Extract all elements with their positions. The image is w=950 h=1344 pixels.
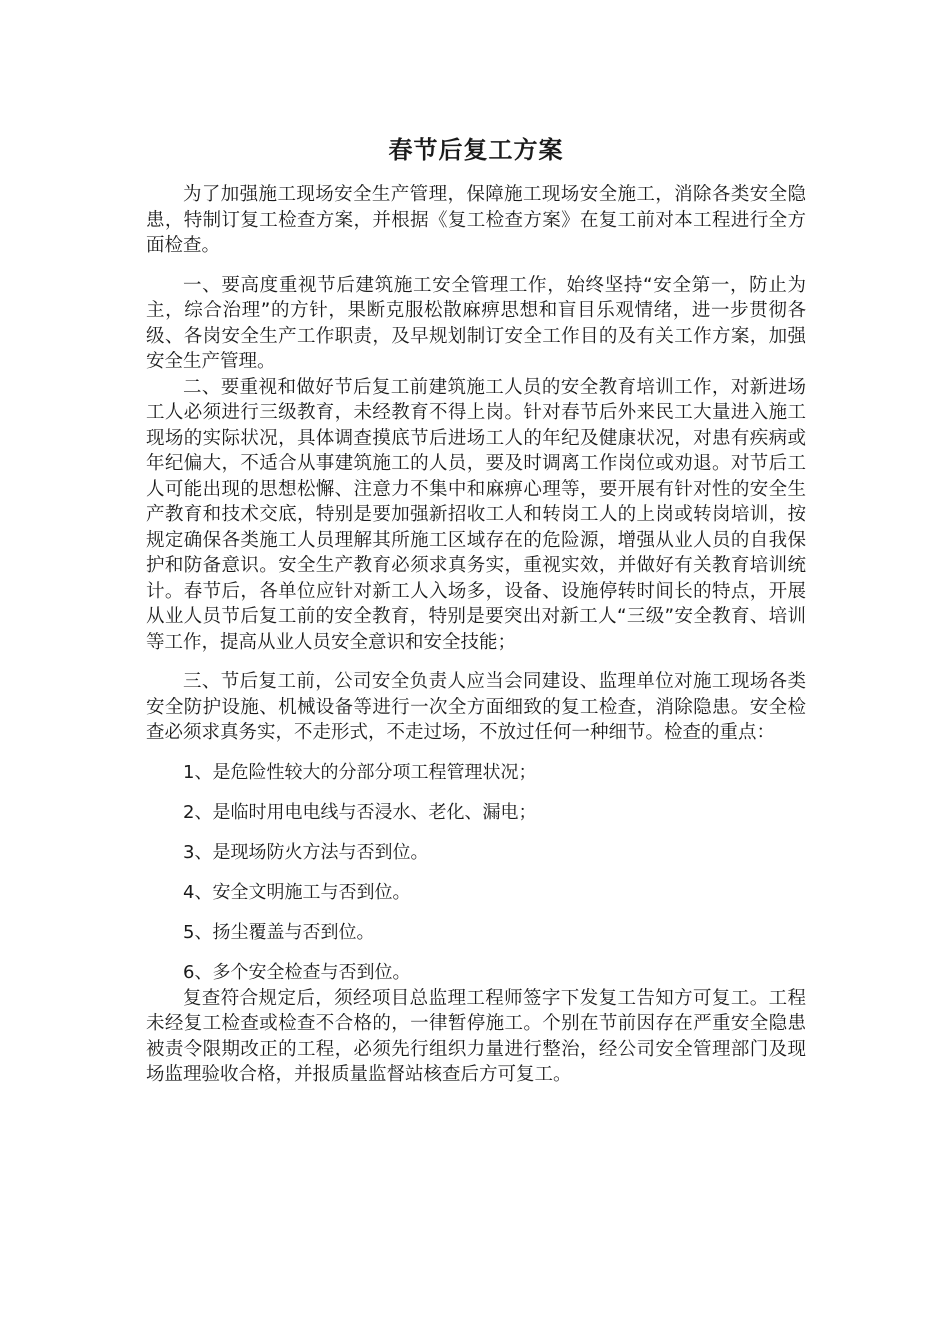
spacer xyxy=(146,746,806,760)
section-2-paragraph: 二、要重视和做好节后复工前建筑施工人员的安全教育培训工作，对新进场工人必须进行三级教育，未经教育不得上岗。针对春节后外来民工大量进入施工现场的实际状况，具体调查摸底节后进场工人的年纪及健康状况，对患有疾病或年纪偏大，不适合从事建筑施工的人员，要及时调离工作岗位或劝退。对节后工人可能出现的思想松懈、注意力不集中和麻痹心理等，要开展有针对性的安全生产教育和技术交底，特别是要加强新招收工人和转岗工人的上岗或转岗培训，按规定确保各类施工人员理解其所施工区域存在的危险源，增强从业人员的自我保护和防备意识。安全生产教育必须求真务实，重视实效，并做好有关教育培训统计。春节后，各单位应针对新工人入场多，设备、设施停转时间长的特点，开展从业人员节后复工前的安全教育，特别是要突出对新工人“三级”安全教育、培训等工作，提高从业人员安全意识和安全技能； xyxy=(146,376,806,653)
checklist xyxy=(146,760,806,986)
checklist-item-5: 5、扬尘覆盖与否到位。 xyxy=(183,921,375,943)
section-3-paragraph: 三、节后复工前，公司安全负责人应当会同建设、监理单位对施工现场各类安全防护设施、机械设备等进行一次全方面细致的复工检查，消除隐患。安全检查必须求真务实，不走形式，不走过场，不放过任何一种细节。检查的重点： xyxy=(146,671,806,743)
closing-paragraph: 复查符合规定后，须经项目总监理工程师签字下发复工告知方可复工。工程未经复工检查或检查不合格的，一律暂停施工。个别在节前因存在严重安全隐患被责令限期改正的工程，必须先行组织力量进行整治，经公司安全管理部门及现场监理验收合格，并报质量监督站核查后方可复工。 xyxy=(146,987,806,1085)
checklist-item-3: 3、是现场防火方法与否到位。 xyxy=(183,841,429,863)
section-1-paragraph: 一、要高度重视节后建筑施工安全管理工作，始终坚持“安全第一，防止为主，综合治理”的方针，果断克服松散麻痹思想和盲目乐观情绪，进一步贯彻各级、各岗安全生产工作职责，及早规划制订安全工作目的及有关工作方案，加强安全生产管理。 xyxy=(146,274,806,372)
checklist-item-6: 6、多个安全检查与否到位。 xyxy=(183,961,411,983)
checklist-item-1: 1、是危险性较大的分部分项工程管理状况； xyxy=(183,761,537,783)
document-title: 春节后复工方案 xyxy=(388,135,564,164)
document-page xyxy=(146,128,806,1088)
checklist-item-2: 2、是临时用电电线与否浸水、老化、漏电； xyxy=(183,801,537,823)
spacer xyxy=(146,259,806,273)
spacer xyxy=(146,655,806,669)
intro-paragraph: 为了加强施工现场安全生产管理，保障施工现场安全施工，消除各类安全隐患，特制订复工检查方案，并根据《复工检查方案》在复工前对本工程进行全方面检查。 xyxy=(146,184,806,256)
checklist-item-4: 4、安全文明施工与否到位。 xyxy=(183,881,411,903)
